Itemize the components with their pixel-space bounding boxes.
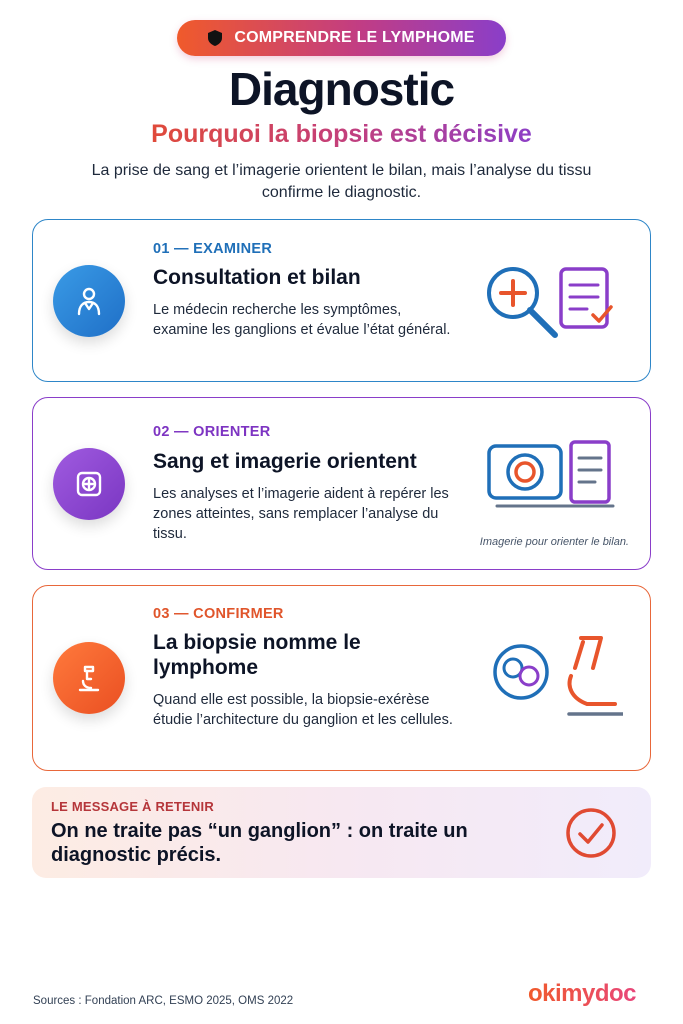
step-title: Sang et imagerie orientent [153, 450, 417, 473]
step-body: Quand elle est possible, la biopsie-exérèse étudie l’architecture du ganglion et les cellules. [153, 692, 453, 728]
sources-footer: Sources : Fondation ARC, ESMO 2025, OMS 2022 [33, 995, 294, 1007]
step-icon-circle [53, 448, 125, 520]
step-card-confirmer [32, 585, 651, 771]
scanner-icon [72, 467, 106, 501]
badge-label: COMPRENDRE LE LYMPHOME [234, 29, 475, 46]
microscope-icon [72, 661, 106, 695]
page-subtitle: Pourquoi la biopsie est décisive [151, 120, 532, 148]
step-eyebrow: 02 — ORIENTER [153, 424, 271, 440]
step-icon-circle [53, 265, 125, 337]
topic-badge [177, 20, 506, 56]
step-title: La biopsie nomme le lymphome [153, 631, 361, 679]
step-card-examiner [32, 219, 651, 382]
step-title: Consultation et bilan [153, 266, 361, 289]
doctor-icon [72, 284, 106, 318]
shield-icon [208, 30, 222, 46]
message-text: On ne traite pas “un ganglion” : on traite un diagnostic précis. [51, 820, 468, 866]
step-icon-circle [53, 642, 125, 714]
illustration-caption: Imagerie pour orienter le bilan. [479, 536, 629, 548]
page-title: Diagnostic [228, 63, 455, 115]
brand-logo: okimydoc [528, 980, 637, 1007]
step-card-orienter [32, 397, 651, 570]
intro-text: La prise de sang et l’imagerie orientent le bilan, mais l’analyse du tissu confirme le diagnostic. [91, 162, 592, 201]
step-body: Le médecin recherche les symptômes, examine les ganglions et évalue l’état général. [153, 302, 451, 338]
key-message-box [32, 787, 651, 878]
cells-microscope-illustration [483, 632, 623, 722]
message-eyebrow: LE MESSAGE À RETENIR [51, 799, 214, 814]
magnifier-checklist-illustration [483, 255, 623, 350]
step-eyebrow: 01 — EXAMINER [153, 241, 273, 257]
check-circle-icon [565, 807, 617, 859]
scanner-report-illustration [483, 434, 623, 514]
step-body: Les analyses et l’imagerie aident à repérer les zones atteintes, sans remplacer l’analyse du tissu. [153, 486, 449, 542]
step-eyebrow: 03 — CONFIRMER [153, 606, 284, 622]
